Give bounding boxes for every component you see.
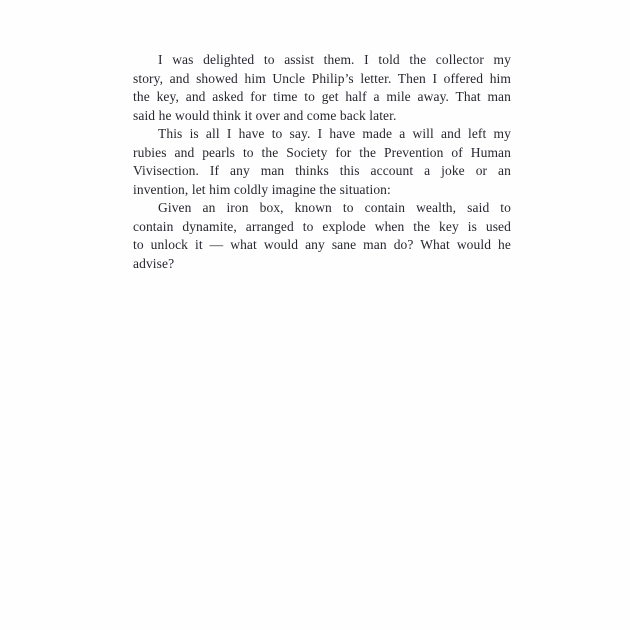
paragraph <box>133 51 511 125</box>
text-line: the key, and asked for time to get half a mile away. That man <box>133 89 511 104</box>
paragraph <box>133 125 511 199</box>
text-line: Vivisection. If any man thinks this account a joke or an <box>133 163 511 178</box>
text-line: advise? <box>133 255 175 271</box>
text-line: invention, let him coldly imagine the situation: <box>133 181 391 197</box>
text-line: This is all I have to say. I have made a will and left my <box>158 126 511 141</box>
text-line: Given an iron box, known to contain wealth, said to <box>158 200 511 215</box>
page-text-block <box>133 51 511 273</box>
paragraph <box>133 199 511 273</box>
text-line: story, and showed him Uncle Philip’s letter. Then I offered him <box>133 70 511 86</box>
text-line: contain dynamite, arranged to explode when the key is used <box>133 218 511 234</box>
text-line: rubies and pearls to the Society for the Prevention of Human <box>133 144 511 160</box>
text-line: I was delighted to assist them. I told the collector my <box>158 52 511 67</box>
text-line: said he would think it over and come back later. <box>133 107 397 123</box>
text-line: to unlock it — what would any sane man do? What would he <box>133 237 511 252</box>
